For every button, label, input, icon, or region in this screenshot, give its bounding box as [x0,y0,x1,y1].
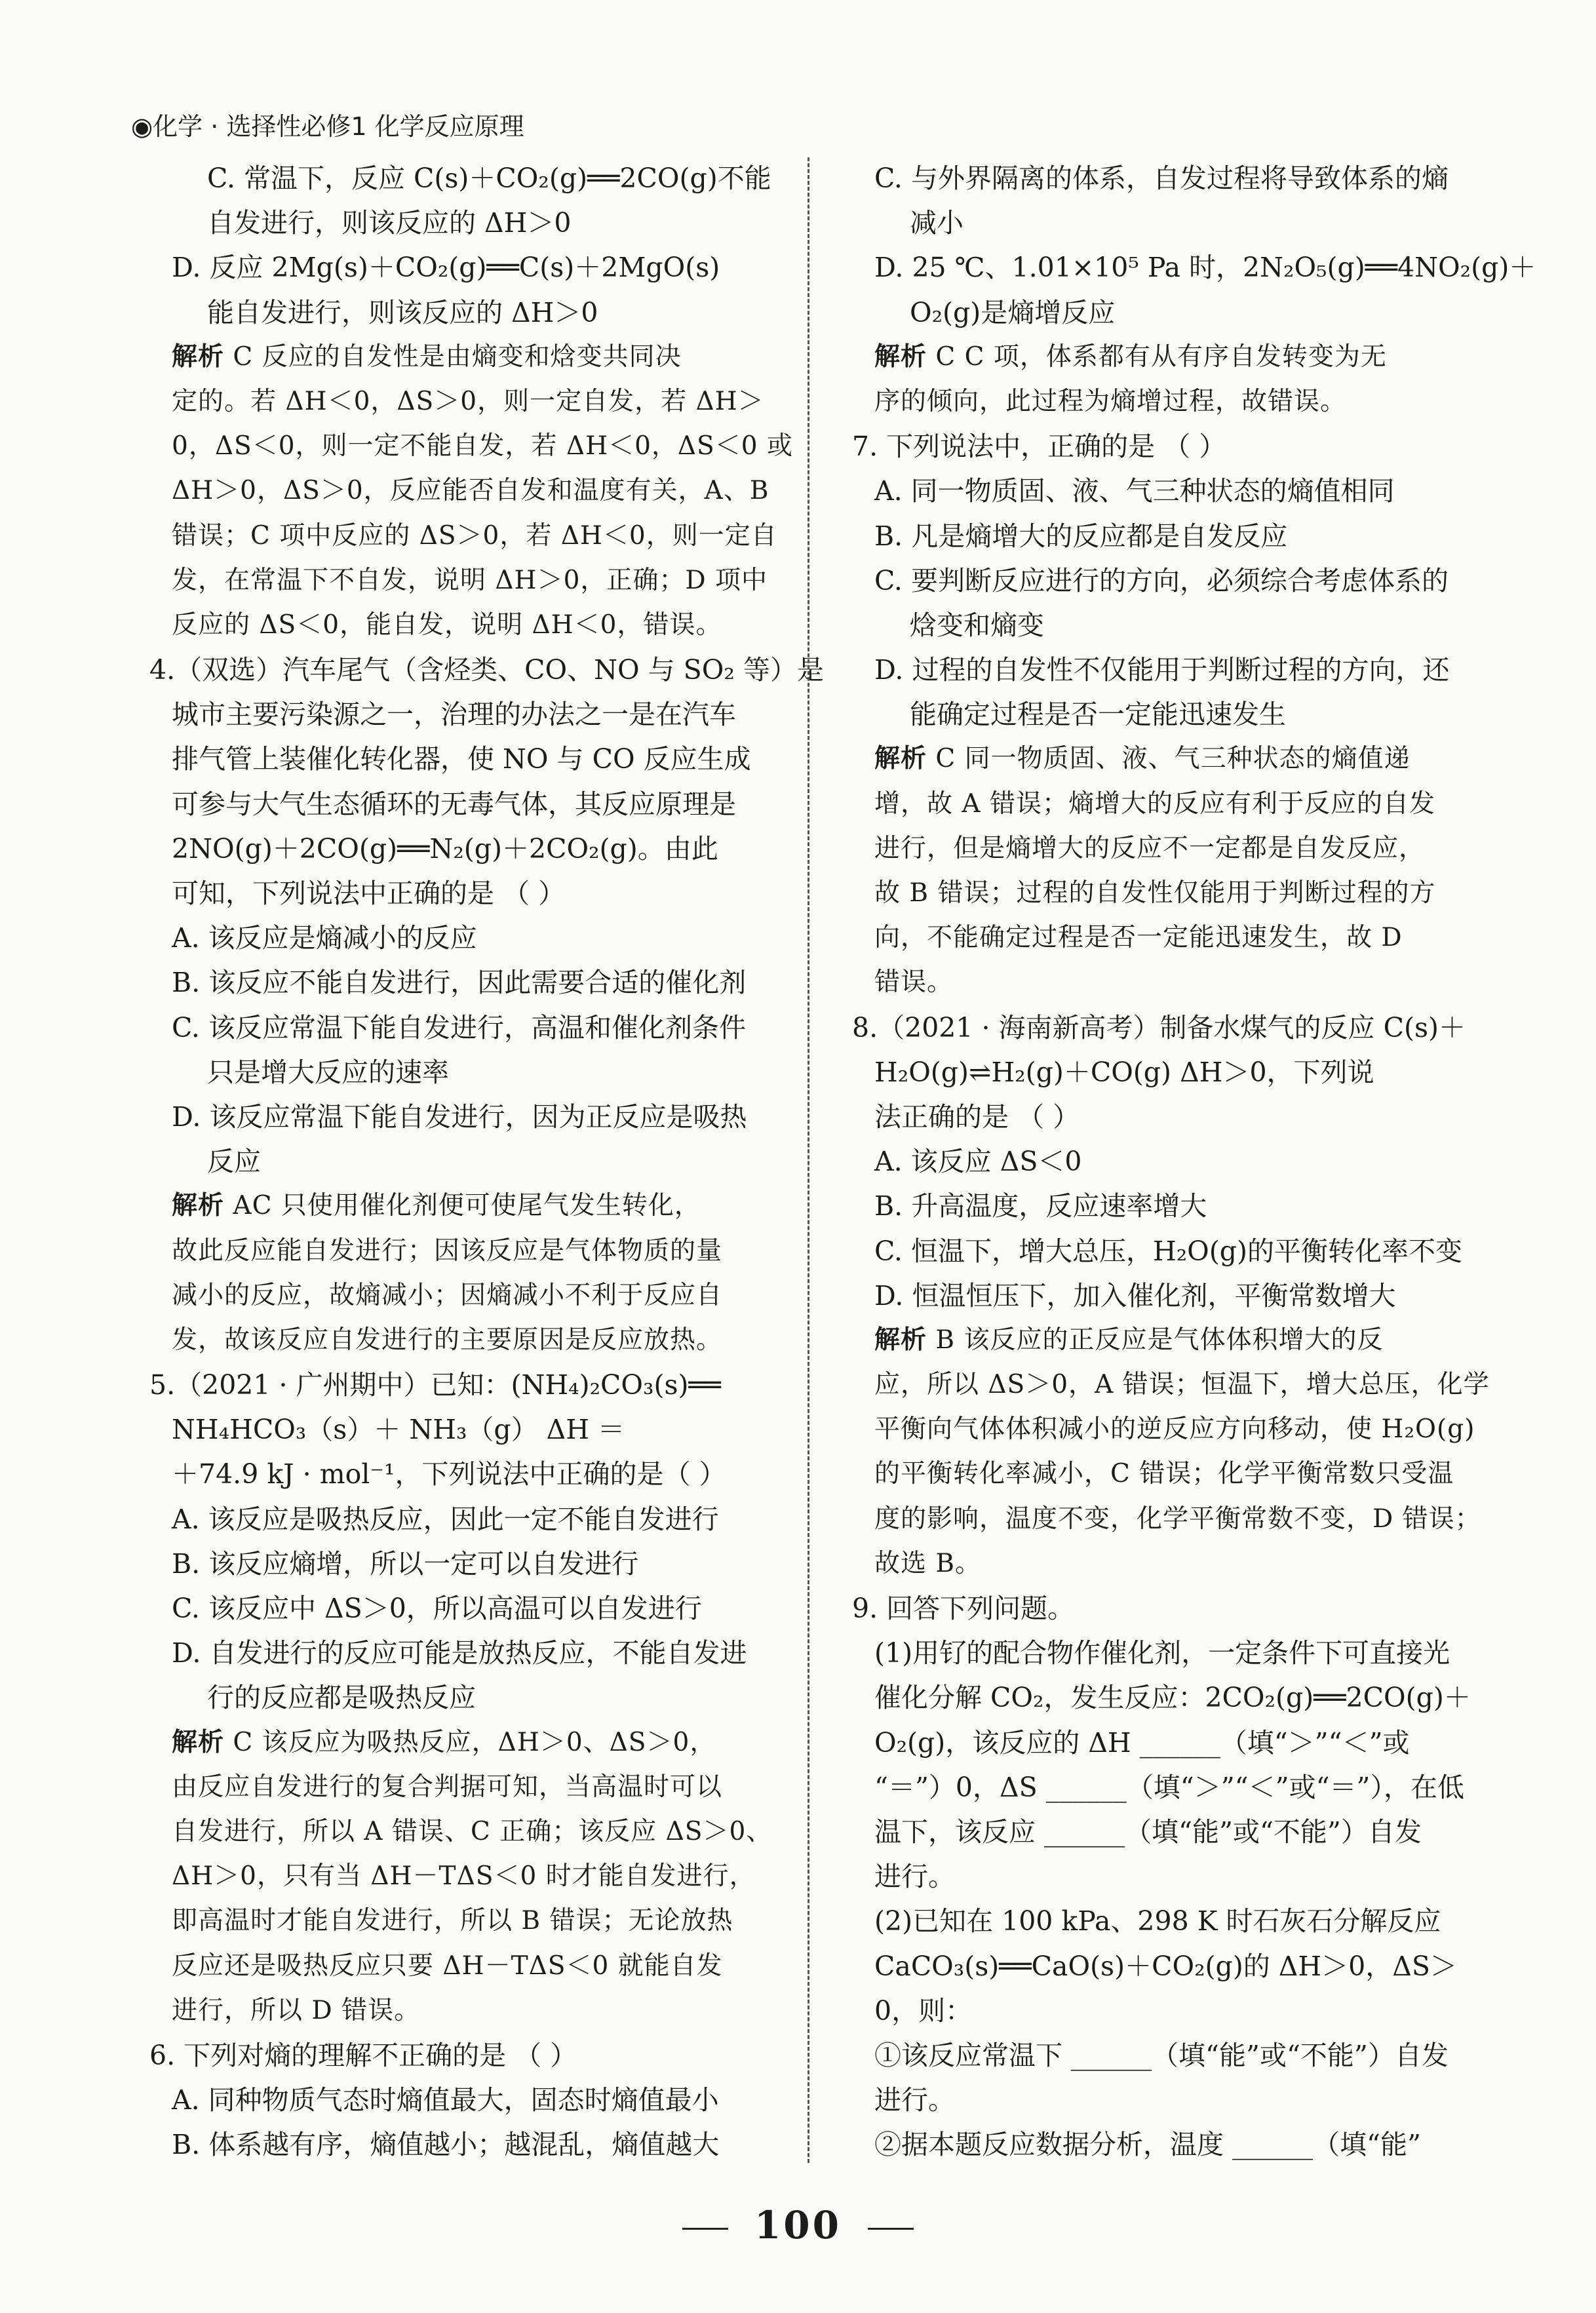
text-line: B. 凡是熵增大的反应都是自发反应 [874,520,1288,552]
text-line: 只是增大反应的速率 [207,1056,449,1088]
text-line: 法正确的是 （ ） [874,1100,1080,1133]
explanation-line: 解析 AC 只使用催化剂便可使尾气发生转化， [172,1191,701,1221]
text-line: 进行。 [874,1861,955,1893]
text-line: 能自发进行，则该反应的 ΔH＞0 [207,296,598,328]
text-line: C. 与外界隔离的体系，自发过程将导致体系的熵 [874,163,1449,194]
explanation-line: 解析 C 反应的自发性是由熵变和焓变共同决 [172,341,682,372]
text-line: A. 同种物质气态时熵值最大，固态时熵值最小 [172,2084,719,2116]
text-line: C. 该反应中 ΔS＞0，所以高温可以自发进行 [172,1593,702,1624]
text-line: D. 反应 2Mg(s)＋CO₂(g)══C(s)＋2MgO(s) [172,252,720,284]
explanation-line: 故 B 错误；过程的自发性仅能用于判断过程的方 [874,878,1436,908]
text-line: C. 常温下，反应 C(s)＋CO₂(g)══2CO(g)不能 [207,163,771,194]
explanation-line: 进行，但是熵增大的反应不一定都是自发反应， [874,833,1426,863]
footer-dash-left [682,2228,728,2230]
explanation-line: 解析 C 同一物质固、液、气三种状态的熵值递 [874,744,1411,774]
text-line: 自发进行，则该反应的 ΔH＞0 [207,207,572,239]
explanation-label: 解析 [874,341,927,372]
text-line: ②据本题反应数据分析，温度 ______（填“能” [874,2129,1421,2161]
text-line: 可参与大气生态循环的无毒气体，其反应原理是 [172,788,736,820]
text-line: B. 体系越有序，熵值越小；越混乱，熵值越大 [172,2129,720,2161]
right-column [852,156,1536,2167]
text-line: D. 过程的自发性不仅能用于判断过程的方向，还 [874,654,1450,686]
text-line: C. 要判断反应进行的方向，必须综合考虑体系的 [874,564,1449,596]
text-line: C. 恒温下，增大总压，H₂O(g)的平衡转化率不变 [874,1235,1463,1267]
explanation-line: 解析 B 该反应的正反应是气体体积增大的反 [874,1325,1384,1355]
footer-dash-right [868,2228,914,2230]
explanation-line: 故此反应能自发进行；因该反应是气体物质的量 [172,1235,723,1266]
explanation-line: 错误；C 项中反应的 ΔS＞0，若 ΔH＜0，则一定自 [172,520,777,551]
question-line: 8.（2021 · 海南新高考）制备水煤气的反应 C(s)＋ [852,1011,1466,1043]
question-line: 7. 下列说法中，正确的是 （ ） [852,431,1226,463]
text-line: 能确定过程是否一定能迅速发生 [910,699,1286,731]
explanation-line: 平衡向气体体积减小的逆反应方向移动，使 H₂O(g) [874,1414,1475,1445]
text-line: A. 该反应是吸热反应，因此一定不能自发进行 [172,1503,719,1535]
explanation-label: 解析 [172,1727,225,1757]
column-divider [808,157,809,2163]
text-line: O₂(g)是熵增反应 [910,296,1116,328]
text-line: 2NO(g)＋2CO(g)══N₂(g)＋2CO₂(g)。由此 [172,832,718,865]
explanation-label: 解析 [172,341,225,372]
text-line: A. 该反应 ΔS＜0 [874,1146,1082,1178]
text-line: 温下，该反应 ______（填“能”或“不能”）自发 [874,1816,1422,1848]
text-line: A. 同一物质固、液、气三种状态的熵值相同 [874,475,1395,507]
question-line: 4.（双选）汽车尾气（含烃类、CO、NO 与 SO₂ 等）是 [149,654,824,686]
explanation-line: 的平衡转化率减小，C 错误；化学平衡常数只受温 [874,1459,1454,1489]
explanation-line: 增，故 A 错误；熵增大的反应有利于反应的自发 [874,788,1435,819]
page-footer [0,2202,1596,2248]
text-line: B. 该反应不能自发进行，因此需要合适的催化剂 [172,967,747,999]
left-column [149,156,824,2167]
explanation-label: 解析 [172,1191,225,1221]
explanation-line: 发，故该反应自发进行的主要原因是反应放热。 [172,1325,723,1355]
text-line: B. 该反应熵增，所以一定可以自发进行 [172,1547,639,1580]
explanation-line: ΔH＞0，只有当 ΔH－TΔS＜0 时才能自发进行， [172,1861,756,1892]
explanation-line: 应，所以 ΔS＞0，A 错误；恒温下，增大总压，化学 [874,1370,1490,1400]
explanation-line: 故选 B。 [874,1548,982,1578]
question-line: 6. 下列对熵的理解不正确的是 （ ） [149,2039,577,2071]
question-line: 9. 回答下列问题。 [852,1593,1075,1624]
explanation-line: ΔH＞0，ΔS＞0，反应能否自发和温度有关，A、B [172,476,769,506]
page-header: ◉化学 · 选择性必修1 化学反应原理 [131,112,524,141]
explanation-line: 错误。 [874,967,954,998]
text-line: D. 25 ℃、1.01×10⁵ Pa 时，2N₂O₅(g)══4NO₂(g)＋ [874,252,1536,284]
text-line: B. 升高温度，反应速率增大 [874,1190,1207,1222]
explanation-line: 进行，所以 D 错误。 [172,1995,421,2025]
text-line: A. 该反应是熵减小的反应 [172,922,477,954]
explanation-line: 由反应自发进行的复合判据可知，当高温时可以 [172,1772,723,1802]
explanation-line: 反应还是吸热反应只要 ΔH－TΔS＜0 就能自发 [172,1951,723,1981]
page-number: 100 [754,2203,842,2247]
text-line: D. 恒温恒压下，加入催化剂，平衡常数增大 [874,1279,1396,1312]
text-line: 0，则： [874,1994,973,2027]
text-line: (2)已知在 100 kPa、298 K 时石灰石分解反应 [874,1905,1441,1937]
explanation-label: 解析 [874,744,927,774]
explanation-line: 减小的反应，故熵减小；因熵减小不利于反应自 [172,1280,723,1310]
text-line: 催化分解 CO₂，发生反应：2CO₂(g)══2CO(g)＋ [874,1682,1471,1714]
text-line: 排气管上装催化转化器，使 NO 与 CO 反应生成 [172,743,751,775]
text-line: “＝”）0，ΔS ______（填“＞”“＜”或“＝”），在低 [874,1771,1464,1803]
text-line: H₂O(g)⇌H₂(g)＋CO(g) ΔH＞0，下列说 [874,1056,1374,1088]
text-line: (1)用钌的配合物作催化剂，一定条件下可直接光 [874,1637,1450,1669]
text-line: 焓变和熵变 [910,609,1044,641]
text-line: 减小 [910,207,963,239]
question-line: 5.（2021 · 广州期中）已知：(NH₄)₂CO₃(s)══ [149,1369,721,1401]
explanation-line: 序的倾向，此过程为熵增过程，故错误。 [874,386,1347,416]
text-line: 反应 [207,1146,261,1178]
text-line: CaCO₃(s)══CaO(s)＋CO₂(g)的 ΔH＞0，ΔS＞ [874,1950,1457,1982]
explanation-line: 发，在常温下不自发，说明 ΔH＞0，正确；D 项中 [172,565,768,595]
text-line: ＋74.9 kJ · mol⁻¹，下列说法中正确的是（ ） [172,1458,726,1490]
explanation-line: 自发进行，所以 A 错误、C 正确；该反应 ΔS＞0、 [172,1816,773,1846]
text-line: ①该反应常温下 ______（填“能”或“不能”）自发 [874,2039,1449,2071]
explanation-label: 解析 [874,1325,927,1355]
text-line: O₂(g)，该反应的 ΔH ______（填“＞”“＜”或 [874,1726,1410,1759]
text-line: 可知，下列说法中正确的是 （ ） [172,878,566,909]
explanation-line: 定的。若 ΔH＜0，ΔS＞0，则一定自发，若 ΔH＞ [172,386,764,416]
explanation-line: 度的影响，温度不变，化学平衡常数不变，D 错误； [874,1504,1481,1534]
explanation-line: 反应的 ΔS＜0，能自发，说明 ΔH＜0，错误。 [172,610,722,640]
explanation-line: 即高温时才能自发进行，所以 B 错误；无论放热 [172,1906,733,1936]
text-line: 行的反应都是吸热反应 [207,1682,476,1714]
text-line: 进行。 [874,2084,955,2116]
explanation-line: 解析 C 该反应为吸热反应，ΔH＞0、ΔS＞0， [172,1727,716,1757]
explanation-line: 0，ΔS＜0，则一定不能自发，若 ΔH＜0，ΔS＜0 或 [172,431,793,461]
text-line: 城市主要污染源之一，治理的办法之一是在汽车 [172,699,736,731]
text-line: NH₄HCO₃（s）＋ NH₃（g） ΔH ＝ [172,1414,625,1446]
explanation-line: 解析 C C 项，体系都有从有序自发转变为无 [874,341,1387,372]
text-line: C. 该反应常温下能自发进行，高温和催化剂条件 [172,1011,746,1043]
text-line: D. 自发进行的反应可能是放热反应，不能自发进 [172,1637,747,1669]
explanation-line: 向，不能确定过程是否一定能迅速发生，故 D [874,923,1403,953]
text-line: D. 该反应常温下能自发进行，因为正反应是吸热 [172,1100,747,1133]
